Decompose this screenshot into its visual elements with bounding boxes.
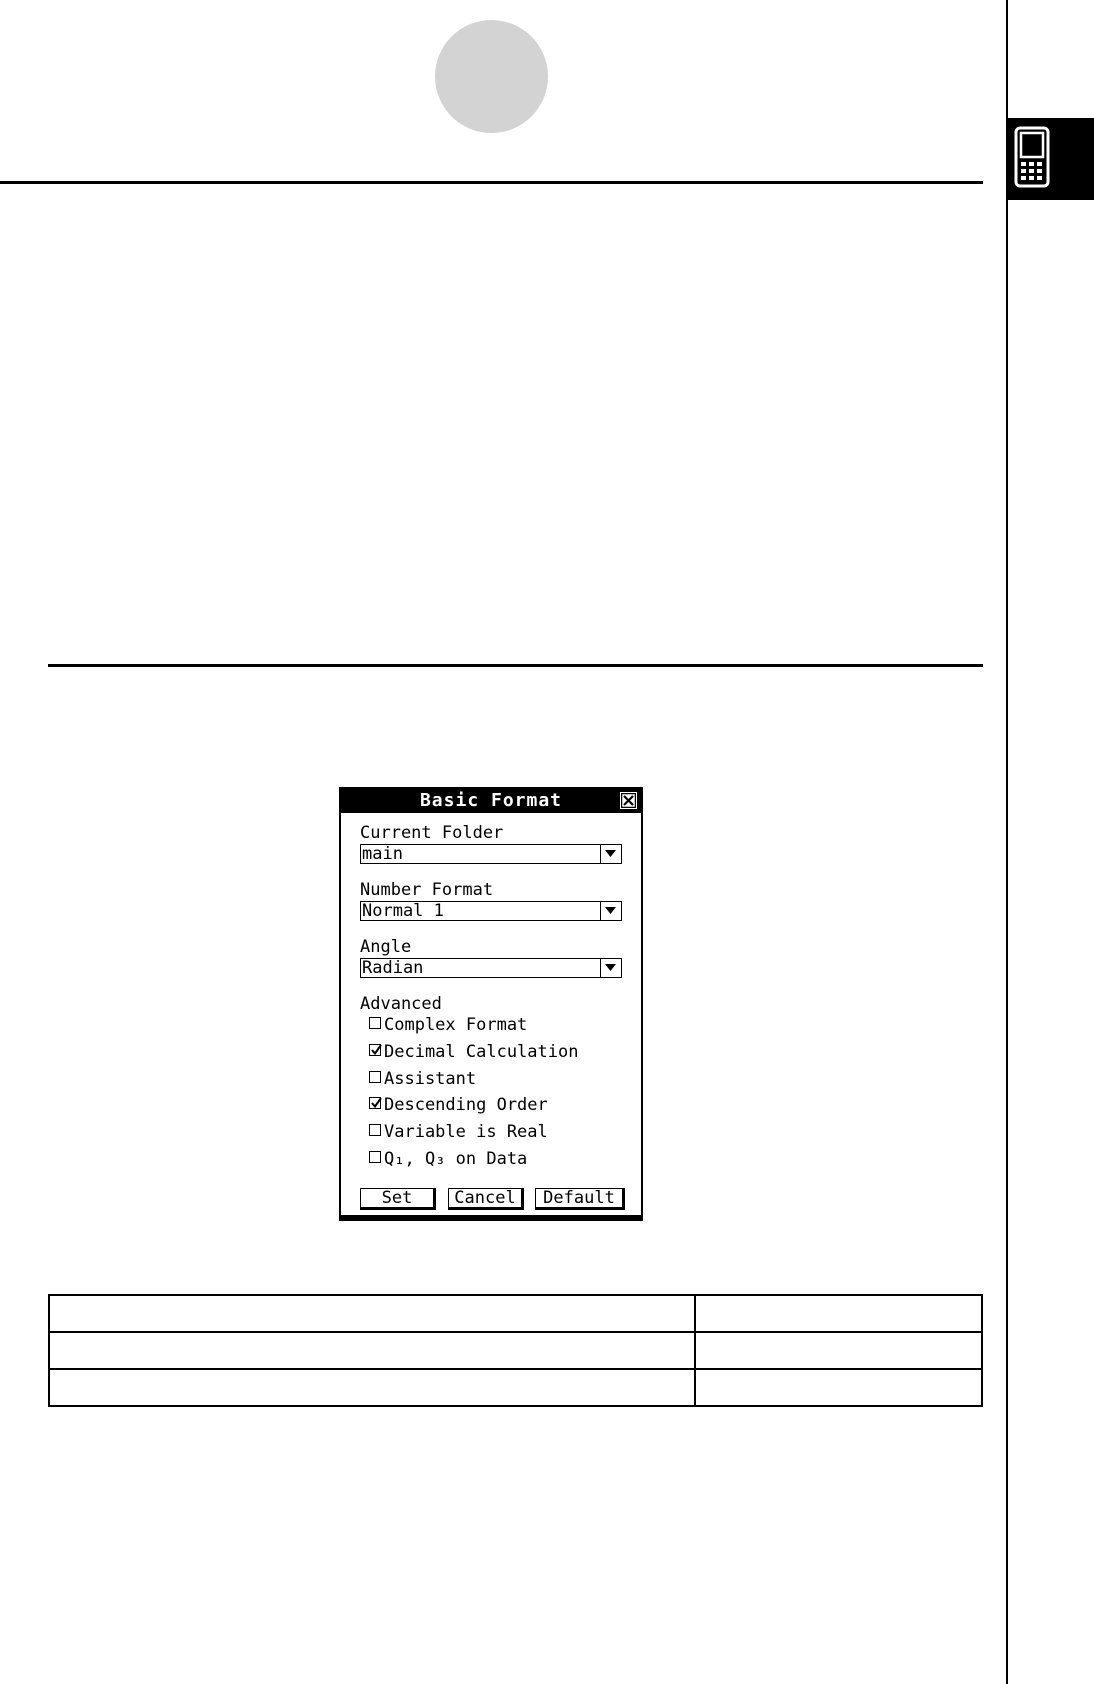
check-icon <box>370 1044 382 1056</box>
option-complex-format[interactable] <box>369 1014 527 1036</box>
chevron-down-icon <box>605 907 616 915</box>
checkbox[interactable] <box>369 1071 381 1083</box>
option-variable-is-real[interactable] <box>369 1121 548 1143</box>
option-label: Complex Format <box>384 1015 528 1035</box>
angle-select[interactable] <box>360 958 622 978</box>
table-cell <box>49 1295 695 1332</box>
option-label: Descending Order <box>384 1095 548 1115</box>
angle-label: Angle <box>360 937 412 957</box>
current-folder-select[interactable] <box>360 844 622 864</box>
chapter-marker-circle <box>435 20 548 133</box>
number-format-label: Number Format <box>360 880 494 900</box>
close-icon <box>621 793 636 808</box>
settings-table <box>48 1294 983 1407</box>
table-row <box>49 1369 982 1406</box>
check-icon <box>370 1097 382 1109</box>
checkbox[interactable] <box>369 1044 381 1056</box>
set-button[interactable]: Set <box>360 1188 436 1210</box>
margin-rule <box>1006 0 1008 1684</box>
option-assistant[interactable] <box>369 1068 476 1090</box>
option-label: Decimal Calculation <box>384 1042 579 1062</box>
number-format-select[interactable] <box>360 901 622 921</box>
table-cell <box>49 1332 695 1369</box>
table-cell <box>695 1332 982 1369</box>
checkbox[interactable] <box>369 1097 381 1109</box>
default-button[interactable]: Default <box>535 1188 625 1210</box>
option-label: Q₁, Q₃ on Data <box>384 1149 528 1169</box>
current-folder-dropdown-button[interactable] <box>600 845 621 863</box>
basic-format-dialog <box>339 787 643 1221</box>
option-q1-q3-on-data[interactable] <box>369 1148 527 1170</box>
section-rule <box>48 664 983 667</box>
cancel-button[interactable]: Cancel <box>448 1188 524 1210</box>
header-rule <box>0 181 983 184</box>
table-row <box>49 1332 982 1369</box>
checkbox[interactable] <box>369 1151 381 1163</box>
number-format-value: Normal 1 <box>362 901 444 921</box>
calculator-icon <box>1014 126 1050 188</box>
checkbox[interactable] <box>369 1017 381 1029</box>
chevron-down-icon <box>605 964 616 972</box>
current-folder-value: main <box>362 844 403 864</box>
current-folder-label: Current Folder <box>360 823 504 843</box>
angle-dropdown-button[interactable] <box>600 959 621 977</box>
side-tab <box>1008 118 1094 200</box>
option-descending-order[interactable] <box>369 1094 548 1116</box>
dialog-title: Basic Format <box>419 790 563 811</box>
table-row <box>49 1295 982 1332</box>
table-cell <box>695 1369 982 1406</box>
option-decimal-calculation[interactable] <box>369 1041 578 1063</box>
option-label: Assistant <box>384 1069 477 1089</box>
number-format-dropdown-button[interactable] <box>600 902 621 920</box>
close-button[interactable] <box>620 792 637 809</box>
dialog-title-bar <box>341 789 641 813</box>
angle-value: Radian <box>362 958 424 978</box>
advanced-label: Advanced <box>360 994 442 1014</box>
chevron-down-icon <box>605 850 616 858</box>
checkbox[interactable] <box>369 1124 381 1136</box>
option-label: Variable is Real <box>384 1122 548 1142</box>
table-cell <box>49 1369 695 1406</box>
table-cell <box>695 1295 982 1332</box>
